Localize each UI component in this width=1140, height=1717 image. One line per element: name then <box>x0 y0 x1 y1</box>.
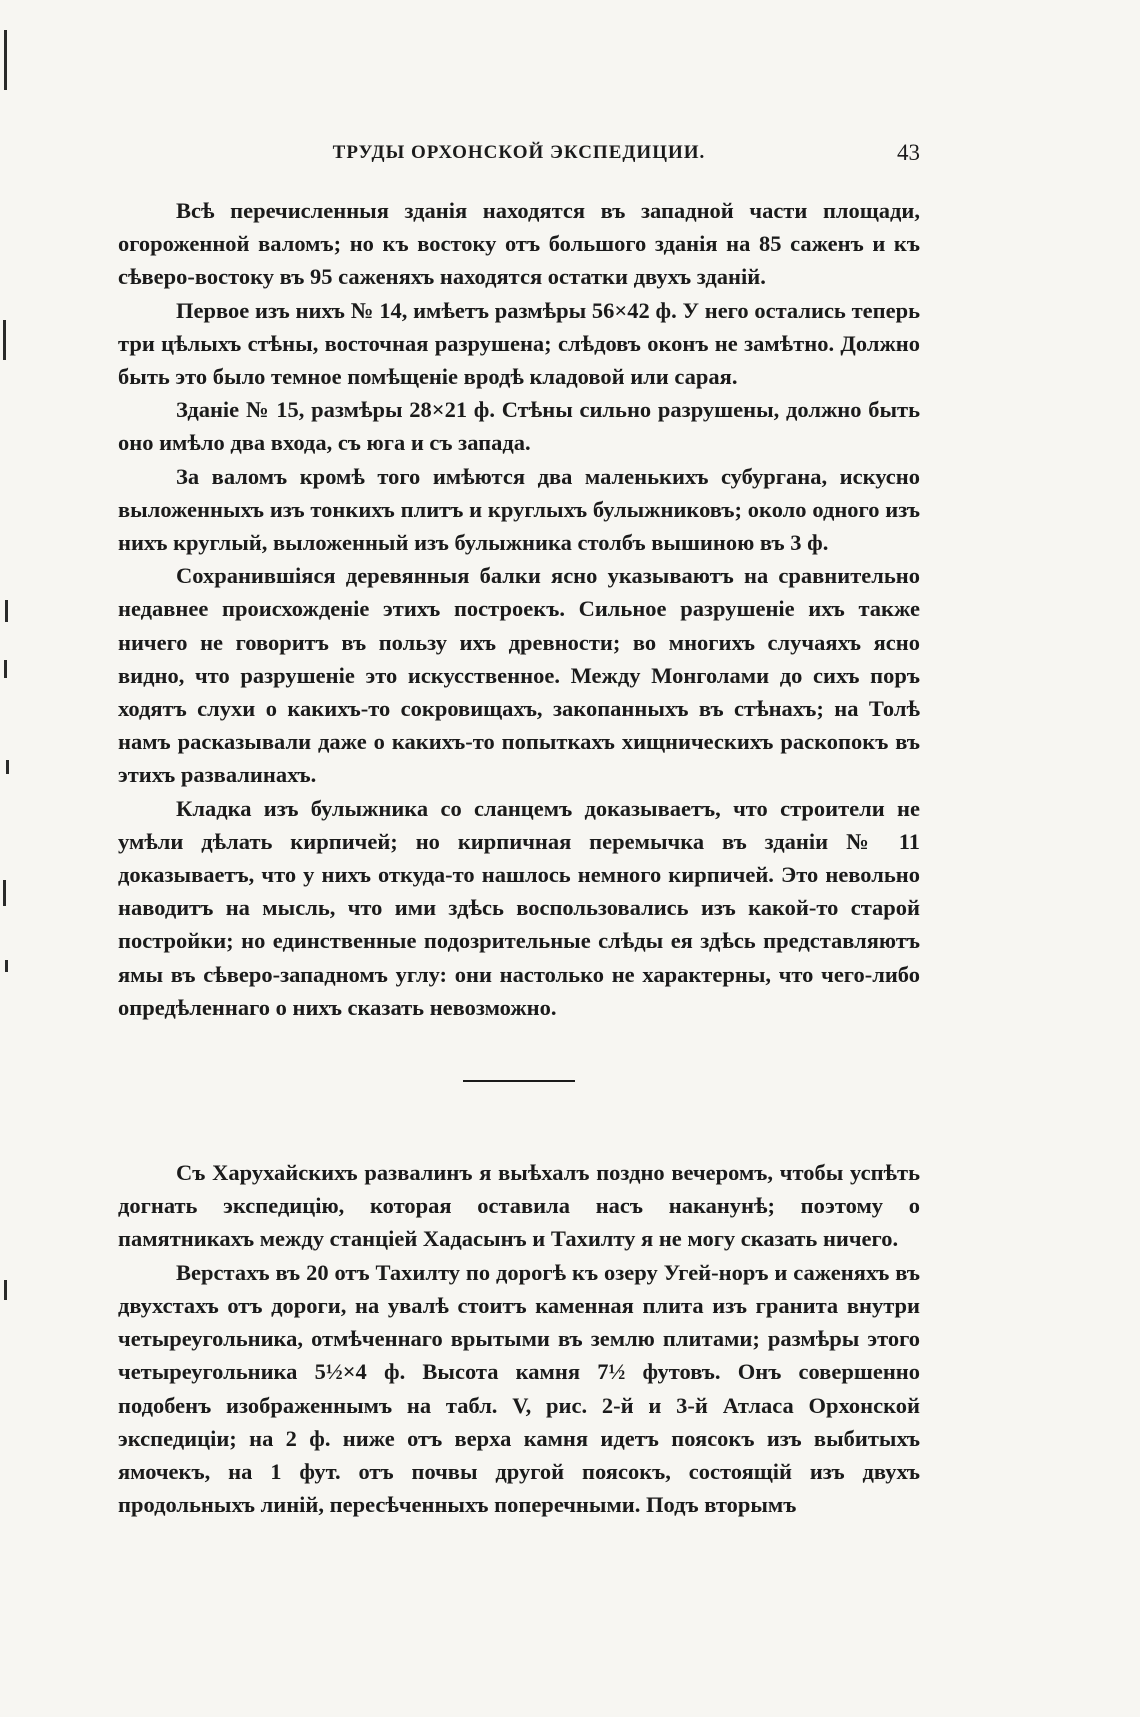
page-number: 43 <box>897 140 920 165</box>
paragraph: Всѣ перечисленныя зданія находятся въ западной части площади, огороженной валомъ; но къ востоку отъ большого зданія на 85 саженъ и къ сѣверо-востоку въ 95 саженяхъ находятся остатки двухъ зданій. <box>118 198 920 290</box>
paragraph: Верстахъ въ 20 отъ Тахилту по дорогѣ къ озеру Угей-норъ и саженяхъ въ двухстахъ отъ дороги, на увалѣ стоитъ каменная плита изъ гранита внутри четыреугольника, отмѣченнаго врытыми въ землю плитами; размѣры этого четыреугольника 5½×4 ф. Высота камня 7½ футовъ. Онъ совершенно подобенъ изображеннымъ на табл. V, рис. 2-й и 3-й Атласа Орхонской экспедиціи; на 2 ф. ниже отъ верха камня идетъ поясокъ изъ выбитыхъ ямочекъ, на 1 фут. отъ почвы другой поясокъ, состоящій изъ двухъ продольныхъ линій, пересѣченныхъ поперечными. Подъ вторымъ <box>118 1259 920 1518</box>
paragraph: Зданіе № 15, размѣры 28×21 ф. Стѣны сильно разрушены, должно быть оно имѣло два входа, съ юга и съ запада. <box>118 397 920 456</box>
page-header <box>118 142 920 172</box>
section-divider <box>463 1080 575 1082</box>
paragraph: Кладка изъ булыжника со сланцемъ доказываетъ, что строители не умѣли дѣлать кирпичей; но кирпичная перемычка въ зданіи № 11 доказываетъ, что у нихъ откуда-то нашлось немного кирпичей. Это невольно наводитъ на мысль, что ими здѣсь воспользовались изъ какой-то старой постройки; но единственные подозрительные слѣды ея здѣсь представляютъ ямы въ сѣверо-западномъ углу: они настолько не характерны, что чего-либо опредѣленнаго о нихъ сказать невозможно. <box>118 795 920 1020</box>
scan-margin-artifacts <box>0 0 20 1717</box>
running-title: ТРУДЫ ОРХОНСКОЙ ЭКСПЕДИЦИИ. <box>332 142 706 163</box>
paragraph: Сохранившіяся деревянныя балки ясно указываютъ на сравнительно недавнее происхожденіе этихъ построекъ. Сильное разрушеніе ихъ также ничего не говоритъ въ пользу ихъ древности; во многихъ случаяхъ ясно видно, что разрушеніе это искусственное. Между Монголами до сихъ поръ ходятъ слухи о какихъ-то сокровищахъ, закопанныхъ въ стѣнахъ; на Толѣ намъ расказывали даже о какихъ-то попыткахъ хищническихъ раскопокъ въ этихъ развалинахъ. <box>118 563 920 788</box>
body-text <box>118 194 920 1521</box>
paragraph: За валомъ кромѣ того имѣются два маленькихъ субургана, искусно выложенныхъ изъ тонкихъ плитъ и круглыхъ булыжниковъ; около одного изъ нихъ круглый, выложенный изъ булыжника столбъ вышиною въ 3 ф. <box>118 463 920 556</box>
paragraph: Первое изъ нихъ № 14, имѣетъ размѣры 56×42 ф. У него остались теперь три цѣлыхъ стѣны, восточная разрушена; слѣдовъ оконъ не замѣтно. Должно быть это было темное помѣщеніе вродѣ кладовой или сарая. <box>118 297 920 390</box>
paragraph: Съ Харухайскихъ развалинъ я выѣхалъ поздно вечеромъ, чтобы успѣть догнать экспедицію, которая оставила насъ наканунѣ; поэтому о памятникахъ между станціей Хадасынъ и Тахилту я не могу сказать ничего. <box>118 1160 920 1252</box>
